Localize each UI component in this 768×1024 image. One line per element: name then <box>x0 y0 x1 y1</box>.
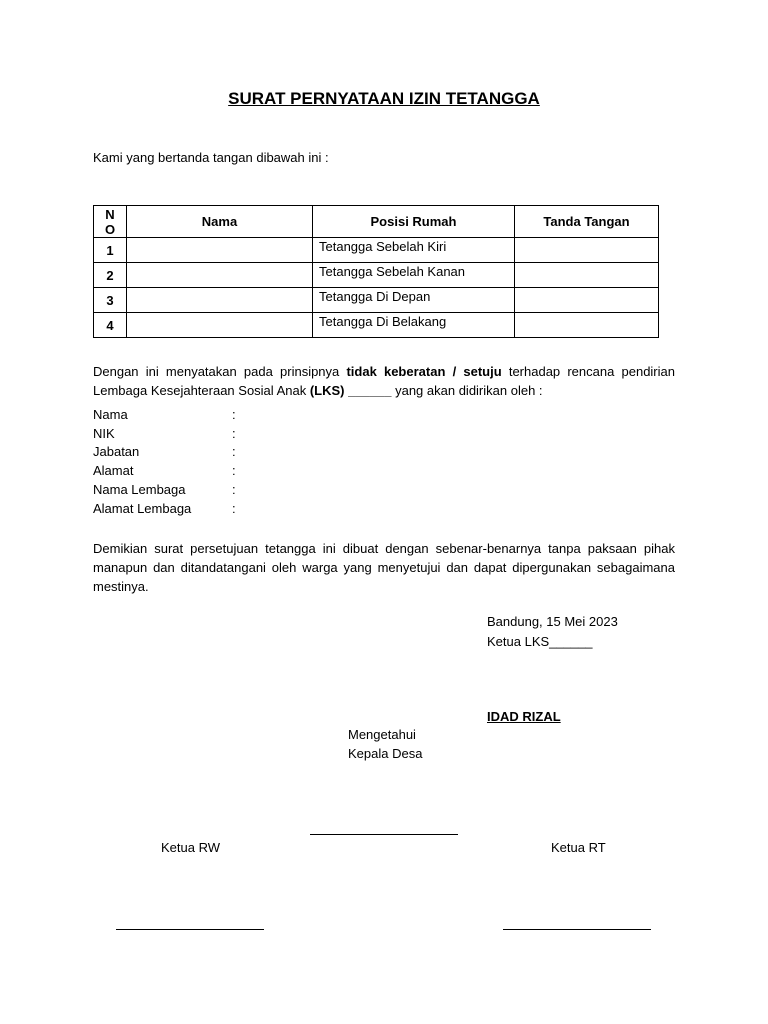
intro-text: Kami yang bertanda tangan dibawah ini : <box>93 150 329 165</box>
field-colon: : <box>232 482 236 497</box>
table-header-row <box>94 206 659 238</box>
header-posisi: Posisi Rumah <box>313 206 515 238</box>
table-row <box>94 238 659 263</box>
kepala-desa-signature-line <box>310 834 458 835</box>
row-nama-cell <box>127 263 313 288</box>
table-row <box>94 313 659 338</box>
row-nama-cell <box>127 238 313 263</box>
field-row-nama-lembaga <box>93 482 393 501</box>
field-row-jabatan <box>93 444 393 463</box>
row-posisi-cell: Tetangga Sebelah Kiri <box>313 238 515 263</box>
row-signature-cell <box>515 263 659 288</box>
row-posisi-cell: Tetangga Di Belakang <box>313 313 515 338</box>
header-tanda-tangan: Tanda Tangan <box>515 206 659 238</box>
row-signature-cell <box>515 288 659 313</box>
row-posisi-cell: Tetangga Sebelah Kanan <box>313 263 515 288</box>
field-row-alamat <box>93 463 393 482</box>
field-colon: : <box>232 501 236 516</box>
header-nama: Nama <box>127 206 313 238</box>
row-number: 2 <box>94 263 127 288</box>
document-title: SURAT PERNYATAAN IZIN TETANGGA <box>228 89 540 108</box>
field-label: Nama <box>93 407 128 422</box>
field-label: NIK <box>93 426 115 441</box>
table-row <box>94 288 659 313</box>
statement-paragraph: Dengan ini menyatakan pada prinsipnya tidak keberatan / setuju terhadap rencana pendirian Lembaga Kesejahteraan Sosial Anak (LKS) ______ yang akan didirikan oleh : <box>93 364 675 398</box>
field-colon: : <box>232 444 236 459</box>
closing-paragraph: Demikian surat persetujuan tetangga ini dibuat dengan sebenar-benarnya tanpa paksaan pihak manapun dan ditandatangani oleh warga yang menyetujui dan dapat dipergunakan sebagaimana mestinya. <box>93 541 675 594</box>
field-label: Alamat <box>93 463 134 478</box>
header-no: N O <box>94 206 127 238</box>
field-label: Jabatan <box>93 444 140 459</box>
row-posisi-cell: Tetangga Di Depan <box>313 288 515 313</box>
row-number: 1 <box>94 238 127 263</box>
field-colon: : <box>232 426 236 441</box>
row-nama-cell <box>127 313 313 338</box>
kepala-desa-label: Kepala Desa <box>348 746 423 761</box>
signer-name: IDAD RIZAL <box>487 709 561 724</box>
table-row <box>94 263 659 288</box>
neighbor-table <box>93 205 659 338</box>
row-nama-cell <box>127 288 313 313</box>
field-colon: : <box>232 407 236 422</box>
field-row-alamat-lembaga <box>93 501 393 520</box>
place-date: Bandung, 15 Mei 2023 <box>487 614 618 629</box>
signer-role: Ketua LKS______ <box>487 634 593 649</box>
ketua-rt-label: Ketua RT <box>551 840 606 855</box>
field-row-nik <box>93 426 393 445</box>
field-colon: : <box>232 463 236 478</box>
row-number: 3 <box>94 288 127 313</box>
ketua-rw-label: Ketua RW <box>161 840 221 855</box>
ketua-rw-signature-line <box>116 929 264 930</box>
field-row-nama <box>93 407 393 426</box>
ketua-rt-signature-line <box>503 929 651 930</box>
acknowledge-label: Mengetahui <box>348 727 416 742</box>
field-label: Nama Lembaga <box>93 482 186 497</box>
row-signature-cell <box>515 238 659 263</box>
field-label: Alamat Lembaga <box>93 501 192 516</box>
row-signature-cell <box>515 313 659 338</box>
row-number: 4 <box>94 313 127 338</box>
